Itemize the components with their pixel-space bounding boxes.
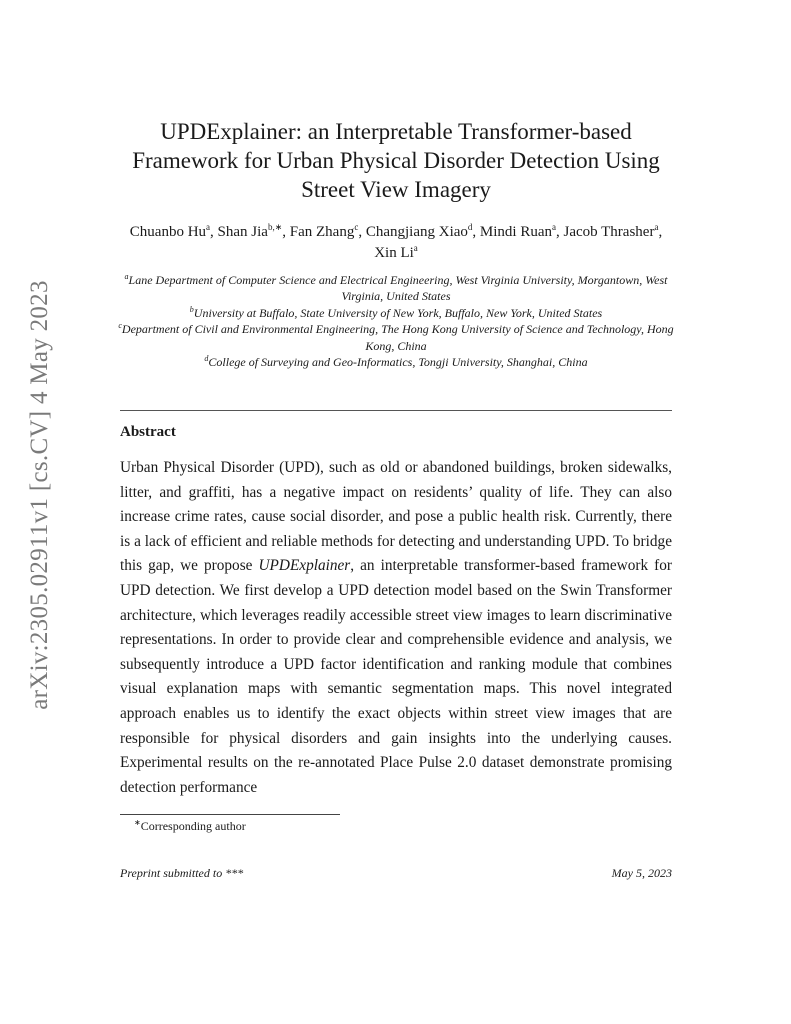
- affiliation: [118, 321, 674, 354]
- affiliation-text: College of Surveying and Geo-Informatics, Tongji University, Shanghai, China: [208, 355, 588, 370]
- abstract-text-part1: Urban Physical Disorder (UPD), such as old or abandoned buildings, broken sidewalks, litter, and graffiti, has a negative impact on residents’ quality of life. They can also increase crime rates, cause social disorder, and pose a public health risk. Currently, there is a lack of efficient and reliable methods for detecting and understanding UPD. To bridge this gap, we propose: [120, 459, 672, 575]
- author-name: Fan Zhang: [289, 224, 355, 240]
- footnote-rule: [120, 814, 340, 815]
- author-affiliation-mark: a: [413, 243, 418, 253]
- affiliation-mark: a: [124, 272, 129, 281]
- abstract-text-part2: , an interpretable transformer-based framework for UPD detection. We first develop a UPD detection model based on the Swin Transformer architecture, which leverages readily accessible street view images to learn discriminative representations. In order to provide clear and comprehensible evidence and analysis, we subsequently introduce a UPD factor identification and ranking module that combines visual explanation maps with semantic segmentation maps. This novel integrated approach enables us to identify the exact objects within street view images that are responsible for physical disorders and gain insights into the underlying causes. Experimental results on the re-annotated Place Pulse 2.0 dataset demonstrate promising detection performance: [120, 557, 672, 796]
- affiliation-mark: b: [189, 304, 194, 314]
- arxiv-stamp: [20, 270, 60, 720]
- author: [290, 224, 366, 240]
- author-name: Chuanbo Hu: [129, 224, 207, 240]
- abstract-emphasis: UPDExplainer: [258, 557, 351, 575]
- author-name: Shan Jia: [217, 224, 268, 240]
- footnote: [134, 818, 246, 834]
- author: [130, 224, 218, 240]
- affiliation-text: Department of Civil and Environmental Engineering, The Hong Kong University of Science and Technology, Hong Kong, China: [121, 322, 674, 353]
- author-list: [120, 222, 672, 264]
- author-separator: ,: [472, 224, 480, 240]
- abstract-body: [120, 456, 672, 800]
- author-name: Changjiang Xiao: [365, 224, 468, 240]
- author-name: Jacob Thrasher: [563, 224, 655, 240]
- footer-preprint: Preprint submitted to ***: [120, 866, 244, 880]
- affiliation-list: [118, 272, 674, 370]
- author-affiliation-mark: b,∗: [267, 222, 283, 232]
- abstract-heading: Abstract: [120, 424, 176, 440]
- author-affiliation-mark: a: [206, 222, 211, 232]
- author-name: Mindi Ruan: [479, 224, 553, 240]
- author-affiliation-mark: a: [552, 222, 557, 232]
- footnote-text: Corresponding author: [140, 819, 246, 833]
- arxiv-identifier: arXiv:2305.02911v1 [cs.CV] 4 May 2023: [26, 280, 53, 710]
- author-separator: ,: [358, 224, 366, 240]
- author-affiliation-mark: a: [654, 222, 659, 232]
- affiliation-text: University at Buffalo, State University of New York, Buffalo, New York, United States: [193, 305, 603, 320]
- author-separator: ,: [556, 224, 564, 240]
- paper-title: UPDExplainer: an Interpretable Transformer-based Framework for Urban Physical Disorder Detection Using Street View Imagery: [132, 119, 660, 202]
- author-separator: ,: [282, 224, 290, 240]
- author: [480, 224, 564, 240]
- affiliation-text: Lane Department of Computer Science and Electrical Engineering, West Virginia University, Morgantown, West Virginia, United States: [128, 273, 668, 304]
- abstract-top-rule: [120, 410, 672, 411]
- author: [564, 224, 663, 240]
- affiliation-mark: c: [118, 321, 122, 331]
- author-affiliation-mark: c: [354, 222, 359, 232]
- affiliation: [118, 305, 674, 321]
- affiliation: [118, 272, 674, 305]
- author-separator: ,: [658, 224, 663, 240]
- affiliation-mark: d: [204, 354, 209, 364]
- author: [374, 245, 418, 261]
- author-affiliation-mark: d: [467, 222, 473, 232]
- author: [218, 224, 290, 240]
- author-separator: ,: [210, 224, 218, 240]
- affiliation: [118, 354, 674, 370]
- footnote-mark: ∗: [134, 818, 141, 827]
- footer-date: May 5, 2023: [611, 866, 672, 880]
- author: [366, 224, 480, 240]
- author-name: Xin Li: [374, 245, 414, 261]
